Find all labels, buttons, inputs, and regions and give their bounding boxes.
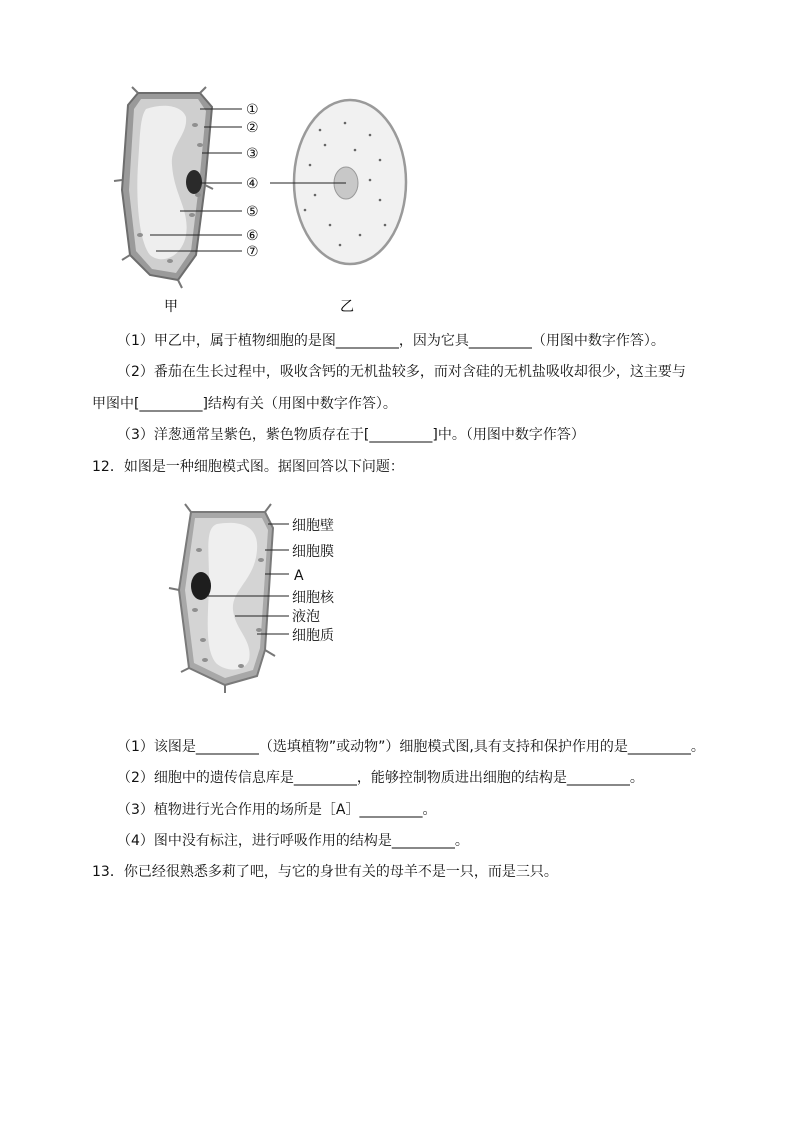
label-2: ② <box>246 120 259 136</box>
q12-intro: 12．如图是一种细胞模式图。据图回答以下问题： <box>92 459 404 475</box>
q11-part2-line1: （2）番茄在生长过程中，吸收含钙的无机盐较多，而对含硅的无机盐吸收却很少，这主要与 <box>117 364 686 380</box>
q12-part3: （3）植物进行光合作用的场所是［A］_________。 <box>117 802 437 818</box>
label-7: ⑦ <box>246 244 259 260</box>
label-5: ⑤ <box>246 204 259 220</box>
label-cytoplasm: 细胞质 <box>292 628 334 644</box>
label-6: ⑥ <box>246 228 259 244</box>
plant-nucleus <box>186 170 202 194</box>
label-vacuole: 液泡 <box>292 609 320 625</box>
q12-part4: （4）图中没有标注，进行呼吸作用的结构是_________。 <box>117 833 469 849</box>
label-a: A <box>294 568 304 584</box>
label-3: ③ <box>246 146 259 162</box>
q11-part2-line2: 甲图中[_________]结构有关（用图中数字作答）。 <box>92 396 397 412</box>
label-cell-wall: 细胞壁 <box>292 518 334 534</box>
label-1: ① <box>246 102 259 118</box>
figure-caption-left: 甲 <box>164 299 178 315</box>
q13-intro: 13．你已经很熟悉多莉了吧，与它的身世有关的母羊不是一只，而是三只。 <box>92 864 558 880</box>
q12-part1: （1）该图是_________（选填植物”或动物”）细胞模式图,具有支持和保护作用的是_________。 <box>117 739 705 755</box>
q12-part2: （2）细胞中的遗传信息库是_________，能够控制物质进出细胞的结构是_________。 <box>117 770 644 786</box>
label-cell-membrane: 细胞膜 <box>292 544 334 560</box>
figure-plant-cell-model <box>165 500 365 695</box>
label-nucleus: 细胞核 <box>292 590 334 606</box>
plant-number-labels <box>246 102 259 260</box>
label-4: ④ <box>246 176 259 192</box>
q11-part3: （3）洋葱通常呈紫色，紫色物质存在于[_________]中。（用图中数字作答） <box>117 427 585 443</box>
figure-cell-comparison <box>100 85 420 320</box>
q11-part1: （1）甲乙中，属于植物细胞的是图_________，因为它具_________（用图中数字作答）。 <box>117 333 665 349</box>
figure-caption-right: 乙 <box>340 299 354 315</box>
